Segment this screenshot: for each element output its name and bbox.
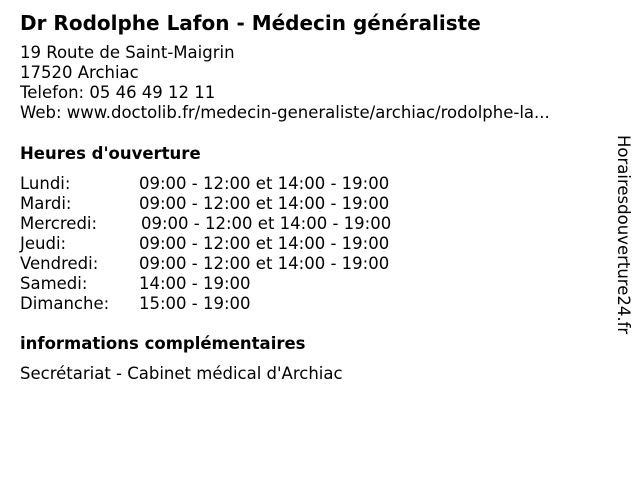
hours-day: Dimanche:: [20, 294, 110, 313]
hours-time: 09:00 - 12:00 et 14:00 - 19:00: [139, 194, 390, 213]
hours-day: Samedi:: [20, 274, 88, 293]
address-block: [20, 43, 550, 123]
additional-info-text: Secrétariat - Cabinet médical d'Archiac: [20, 364, 343, 383]
address-city: 17520 Archiac: [20, 63, 139, 82]
hours-time: 09:00 - 12:00 et 14:00 - 19:00: [139, 254, 390, 273]
opening-hours-heading: Heures d'ouverture: [20, 144, 201, 163]
hours-time: 09:00 - 12:00 et 14:00 - 19:00: [139, 174, 390, 193]
hours-time: 09:00 - 12:00 et 14:00 - 19:00: [141, 214, 392, 233]
hours-day: Lundi:: [20, 174, 71, 193]
website-link: Web: www.doctolib.fr/medecin-generaliste/archiac/rodolphe-la...: [20, 103, 550, 122]
hours-time: 09:00 - 12:00 et 14:00 - 19:00: [139, 234, 390, 253]
hours-time: 15:00 - 19:00: [139, 294, 251, 313]
additional-info-heading: informations complémentaires: [20, 334, 306, 353]
hours-day: Mercredi:: [20, 214, 98, 233]
hours-time: 14:00 - 19:00: [139, 274, 251, 293]
hours-day: Mardi:: [20, 194, 72, 213]
phone-number: Telefon: 05 46 49 12 11: [20, 83, 216, 102]
address-street: 19 Route de Saint-Maigrin: [20, 43, 235, 62]
site-brand-vertical: Horairesdouverture24.fr: [614, 135, 633, 335]
page-title: Dr Rodolphe Lafon - Médecin généraliste: [20, 11, 481, 35]
hours-day: Jeudi:: [20, 234, 67, 253]
hours-day: Vendredi:: [20, 254, 99, 273]
